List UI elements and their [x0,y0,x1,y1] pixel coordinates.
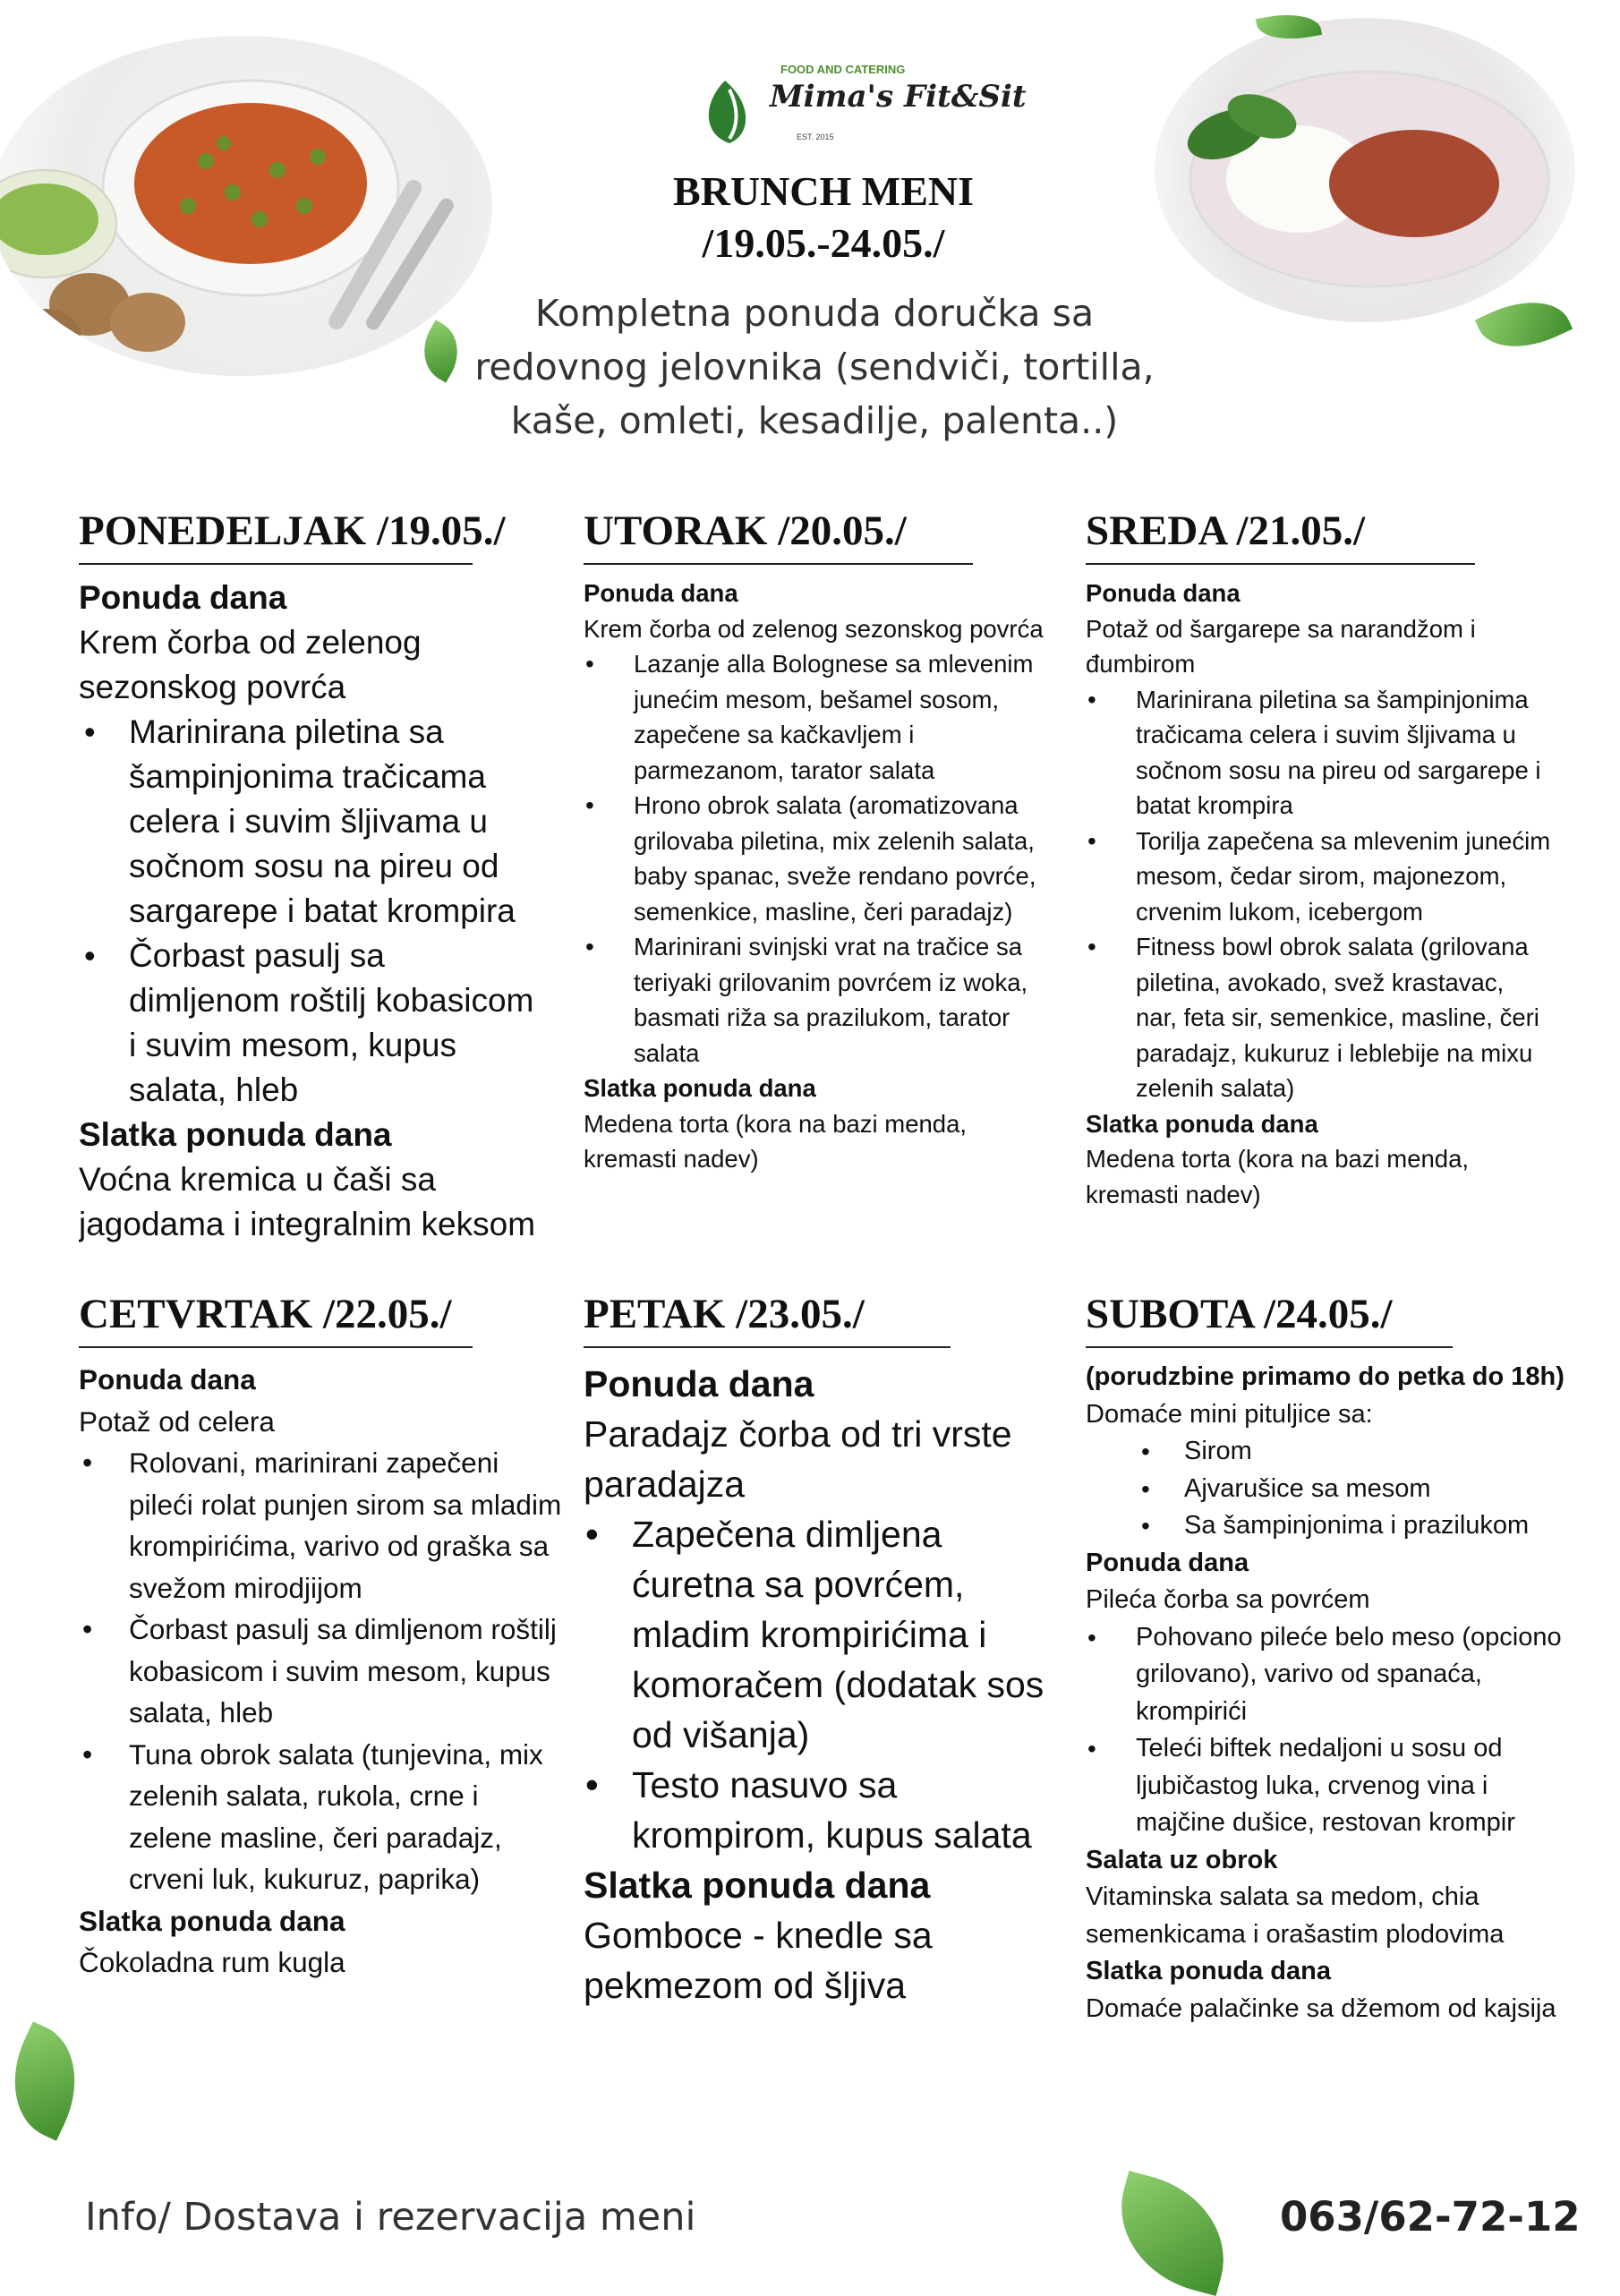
dish-list [1086,1619,1569,1842]
sweet-text: Domaće palačinke sa džemom od kajsija [1086,1993,1556,2023]
list-item: • Ajvarušice sa mesom [1086,1471,1569,1508]
list-item: • Zapečena dimljena ćuretna sa povrćem, mladim krompirićima i komoračem (dodatak sos od višanja) [584,1509,1049,1760]
sweet-label: Slatka ponuda dana [584,1074,816,1102]
pies-intro: Domaće mini pituljice sa: [1086,1399,1373,1429]
list-item: • Marinirani svinjski vrat na tračice sa teriyaki grilovanim povrćem iz woka, basmati riža sa prazilukom, tarator salata [584,929,1049,1071]
dish-list [1086,682,1551,1106]
salad-label: Salata uz obrok [1086,1845,1278,1874]
list-item: • Fitness bowl obrok salata (grilovana piletina, avokado, svež krastavac, nar, feta sir, semenkice, masline, čeri paradajz, kukuruz i leblebije na mixu zelenih salata) [1086,929,1551,1106]
list-item: • Testo nasuvo sa krompirom, kupus salata [584,1760,1049,1860]
footer-phone[interactable]: 063/62-72-12 [1280,2193,1581,2241]
order-note: (porudzbine primamo do petka do 18h) [1086,1362,1565,1391]
sweet-label: Slatka ponuda dana [79,1904,345,1937]
day-saturday [1086,1289,1569,2027]
sweet-text: Medena torta (kora na bazi menda, kremasti nadev) [1086,1145,1470,1208]
list-item: • Tuna obrok salata (tunjevina, mix zelenih salata, rukola, crne i zelene masline, čeri paradajz, crveni luk, kukuruz, paprika) [79,1734,562,1900]
offer-label: Ponuda dana [584,579,738,607]
subtitle-line: redovnog jelovnika (sendviči, tortilla, [474,346,1155,388]
rice-plate-illustration [1155,18,1575,322]
day-heading: UTORAK /20.05./ [584,508,907,554]
list-item: • Torilja zapečena sa mlevenim junećim mesom, čedar sirom, majonezom, crvenim lukom, icebergom [1086,824,1551,930]
soup-text: Potaž od šargarepe sa narandžom i đumbirom [1086,614,1476,678]
list-item: • Rolovani, marinirani zapečeni pileći rolat punjen sirom sa mladim krompirićima, varivo od graška sa svežom mirodjijom [79,1442,562,1609]
dish-list [584,1509,1049,1860]
sweet-text: Voćna kremica u čaši sa jagodama i integralnim keksom [79,1161,536,1242]
list-item: • Sirom [1086,1433,1569,1471]
leaf-icon [1104,2171,1241,2296]
divider [584,563,973,565]
offer-label: Ponuda dana [79,579,287,616]
list-item: • Teleći biftek nedaljoni u sosu od ljubičastog luka, crvenog vina i majčine dušice, restovan krompir [1086,1730,1569,1842]
subtitle-line: kaše, omleti, kesadilje, palenta..) [510,399,1119,442]
soup-photo [0,36,492,376]
day-heading: SREDA /21.05./ [1086,508,1366,554]
sweet-label: Slatka ponuda dana [79,1116,392,1153]
day-heading: PETAK /23.05./ [584,1291,865,1337]
offer-label: Ponuda dana [584,1363,814,1404]
soup-bowl-illustration [0,36,492,376]
divider [584,1346,951,1348]
dish-list [584,646,1049,1071]
list-item: • Marinirana piletina sa šampinjonima tračicama celera i suvim šljivama u sočnom sosu na pireu od sargarepe i batat krompira [1086,682,1551,824]
soup-text: Paradajz čorba od tri vrste paradajza [584,1413,1012,1505]
title-line: BRUNCH MENI [672,168,975,214]
soup-text: Krem čorba od zelenog sezonskog povrća [584,614,1044,643]
dish-list [79,1442,562,1900]
sweet-label: Slatka ponuda dana [584,1865,931,1906]
leaf-icon [1475,285,1573,365]
day-friday [584,1289,1049,2010]
list-item: • Čorbast pasulj sa dimljenom roštilj kobasicom i suvim mesom, kupus salata, hleb [79,1609,562,1734]
list-item: • Čorbast pasulj sa dimljenom roštilj kobasicom i suvim mesom, kupus salata, hleb [79,934,544,1113]
sweet-text: Gomboce - knedle sa pekmezom od šljiva [584,1915,933,2006]
offer-label: Ponuda dana [1086,579,1241,607]
list-item: • Pohovano pileće belo meso (opciono grilovano), varivo od spanaća, krompirići [1086,1619,1569,1731]
soup-text: Potaž od celera [79,1404,275,1438]
soup-text: Pileća čorba sa povrćem [1086,1585,1370,1614]
list-item: • Sa šampinjonima i prazilukom [1086,1507,1569,1545]
offer-label: Ponuda dana [79,1363,256,1396]
logo-est: EST. 2015 [797,132,834,141]
day-heading: PONEDELJAK /19.05./ [79,508,506,554]
soup-text: Krem čorba od zelenog sezonskog povrća [79,624,422,705]
pies-list [1086,1433,1569,1545]
day-thursday [79,1289,562,1984]
offer-label: Ponuda dana [1086,1548,1249,1577]
divider [79,1346,473,1348]
footer-info: Info/ Dostava i rezervacija meni [85,2195,696,2240]
sweet-text: Medena torta (kora na bazi menda, kremasti nadev) [584,1109,968,1173]
day-heading: SUBOTA /24.05./ [1086,1291,1393,1337]
day-monday [79,506,544,1283]
list-item: • Hrono obrok salata (aromatizovana grilovaba piletina, mix zelenih salata, baby spanac, sveže rendano povrće, semenkice, masline, čeri paradajz) [584,788,1049,929]
sweet-label: Slatka ponuda dana [1086,1109,1318,1138]
subtitle-line: Kompletna ponuda doručka sa [534,292,1095,335]
dish-list [79,710,544,1113]
day-wednesday [1086,506,1551,1269]
divider [1086,563,1475,565]
sweet-text: Čokoladna rum kugla [79,1946,345,1978]
brand-logo [698,63,1027,152]
sweet-label: Slatka ponuda dana [1086,1957,1331,1985]
page-subtitle [430,286,1199,448]
salad-text: Vitaminska salata sa medom, chia semenkicama i orašastim plodovima [1086,1882,1505,1949]
day-tuesday [584,506,1049,1269]
page-title [582,166,1065,269]
list-item: • Marinirana piletina sa šampinjonima tračicama celera i suvim šljivama u sočnom sosu na pireu od sargarepe i batat krompira [79,710,544,934]
logo-tagline: FOOD AND CATERING [780,63,906,76]
list-item: • Lazanje alla Bolognese sa mlevenim junećim mesom, bešamel sosom, zapečene sa kačkavljem i parmezanom, tarator salata [584,646,1049,788]
title-dates: /19.05.-24.05./ [702,220,945,266]
rice-dish-photo [1155,18,1575,322]
day-heading: CETVRTAK /22.05./ [79,1291,452,1337]
logo-name: Mima's Fit&Sit [770,79,1027,115]
divider [79,563,473,565]
divider [1086,1346,1453,1348]
leaf-icon [0,2021,98,2141]
